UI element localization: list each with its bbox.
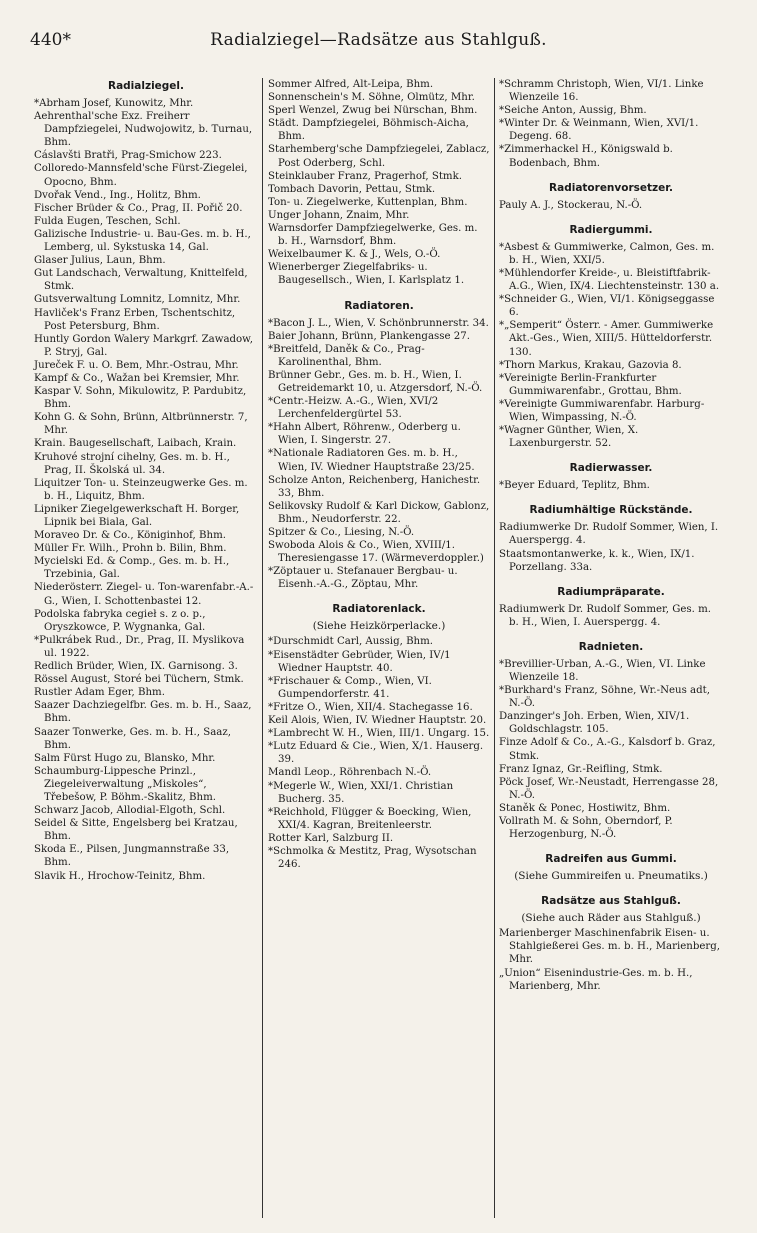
page-title: Radialziegel—Radsätze aus Stahlguß. xyxy=(210,30,547,50)
directory-entry: *Mühlendorfer Kreide-, u. Bleistiftfabrik-A.G., Wien, IX/4. Liechtensteinstr. 130 a. xyxy=(499,267,720,293)
directory-entry: Weixelbaumer K. & J., Wels, O.-Ö. xyxy=(268,249,441,261)
directory-entry: Gut Landschach, Verwaltung, Knittelfeld, Stmk. xyxy=(34,268,248,293)
directory-entry: Franz Ignaz, Gr.-Reifling, Stmk. xyxy=(499,763,663,775)
directory-entry: Dvořak Vend., Ing., Holitz, Bhm. xyxy=(34,189,201,201)
directory-entry: Städt. Dampfziegelei, Böhmisch-Aicha, Bhm. xyxy=(268,118,469,143)
directory-entry: Fulda Eugen, Teschen, Schl. xyxy=(34,215,181,227)
directory-entry: Wienerberger Ziegelfabriks- u. Baugesellsch., Wien, I. Karlsplatz 1. xyxy=(268,262,465,287)
directory-entry: *Bacon J. L., Wien, V. Schönbrunnerstr. 34. xyxy=(268,317,489,329)
page-header xyxy=(30,26,727,56)
directory-entry: Scholze Anton, Reichenberg, Hanichestr. 33, Bhm. xyxy=(268,474,481,499)
directory-entry: *Wagner Günther, Wien, X. Laxenburgerstr. 52. xyxy=(499,425,639,450)
directory-entry: *Frischauer & Comp., Wien, VI. Gumpendorferstr. 41. xyxy=(268,675,432,700)
directory-entry: *Lutz Eduard & Cie., Wien, X/1. Hauserg. 39. xyxy=(268,741,484,766)
section-heading: Radierwasser. xyxy=(569,462,653,475)
directory-entry: Huntly Gordon Walery Markgrf. Zawadow, P. Stryj, Gal. xyxy=(34,333,253,358)
directory-entry: Finze Adolf & Co., A.-G., Kalsdorf b. Graz, Stmk. xyxy=(499,737,716,762)
directory-entry: Müller Fr. Wilh., Prohn b. Bilin, Bhm. xyxy=(34,543,227,555)
directory-entry: „Union“ Eisenindustrie-Ges. m. b. H., Marienberg, Mhr. xyxy=(499,967,693,992)
directory-entry: *Schneider G., Wien, VI/1. Königseggasse 6. xyxy=(499,294,715,319)
directory-entry: Galizische Industrie- u. Bau-Ges. m. b. H., Lemberg, ul. Sykstuska 14, Gal. xyxy=(34,228,251,254)
cross-reference-note: (Siehe Heizkörperlacke.) xyxy=(312,620,446,633)
directory-entry: *Eisenstädter Gebrüder, Wien, IV/1 Wiedner Hauptstr. 40. xyxy=(268,649,451,674)
directory-entry: Jureček F. u. O. Bem, Mhr.-Ostrau, Mhr. xyxy=(34,359,239,371)
directory-entry: Redlich Brüder, Wien, IX. Garnisong. 3. xyxy=(34,661,238,673)
directory-entry: Danzinger's Joh. Erben, Wien, XIV/1. Goldschlagstr. 105. xyxy=(499,711,690,736)
section-heading: Radsätze aus Stahlguß. xyxy=(541,895,681,908)
directory-entry: *Zöptauer u. Stefanauer Bergbau- u. Eisenh.-A.-G., Zöptau, Mhr. xyxy=(268,566,458,591)
columns-container xyxy=(30,78,727,1218)
directory-entry: Skoda E., Pilsen, Jungmannstraße 33, Bhm. xyxy=(34,844,230,869)
directory-entry: Staněk & Ponec, Hostiwitz, Bhm. xyxy=(499,802,671,814)
section-heading: Radiatoren. xyxy=(344,299,414,312)
section-heading: Radiumpräparate. xyxy=(557,585,665,598)
directory-entry: *Lambrecht W. H., Wien, III/1. Ungarg. 15. xyxy=(268,728,490,740)
directory-entry: Ton- u. Ziegelwerke, Kuttenplan, Bhm. xyxy=(268,196,468,208)
directory-entry: Moraveo Dr. & Co., Königinhof, Bhm. xyxy=(34,530,226,542)
directory-entry: *Beyer Eduard, Teplitz, Bhm. xyxy=(499,480,650,492)
column-2 xyxy=(262,78,494,1218)
directory-entry: *Asbest & Gummiwerke, Calmon, Ges. m. b. H., Wien, XXI/5. xyxy=(499,241,715,266)
directory-entry: Sperl Wenzel, Zwug bei Nürschan, Bhm. xyxy=(268,105,478,117)
directory-entry: Kruhové strojní cihelny, Ges. m. b. H., Prag, II. Školská ul. 34. xyxy=(34,451,230,476)
directory-entry: Pauly A. J., Stockerau, N.-Ö. xyxy=(499,199,643,211)
directory-entry: Kampf & Co., Wažan bei Kremsier, Mhr. xyxy=(34,372,240,384)
directory-entry: *Schramm Christoph, Wien, VI/1. Linke Wienzeile 16. xyxy=(499,79,704,104)
directory-entry: Gutsverwaltung Lomnitz, Lomnitz, Mhr. xyxy=(34,294,241,306)
directory-entry: Vollrath M. & Sohn, Oberndorf, P. Herzogenburg, N.-Ö. xyxy=(499,816,673,841)
directory-entry: Niederösterr. Ziegel- u. Ton-warenfabr.-A.-G., Wien, I. Schottenbastei 12. xyxy=(34,582,254,607)
directory-entry: *Megerle W., Wien, XXI/1. Christian Bucherg. 35. xyxy=(268,780,454,805)
directory-entry: *Schmolka & Mestitz, Prag, Wysotschan 246. xyxy=(268,845,477,871)
directory-entry: *Durschmidt Carl, Aussig, Bhm. xyxy=(268,636,434,648)
directory-entry: Sommer Alfred, Alt-Leipa, Bhm. xyxy=(268,79,434,90)
directory-entry: Kohn G. & Sohn, Brünn, Altbrünnerstr. 7, Mhr. xyxy=(34,412,248,437)
directory-entry: *Breitfeld, Daněk & Co., Prag-Karolinenthal, Bhm. xyxy=(268,343,425,368)
directory-entry: *Hahn Albert, Röhrenw., Oderberg u. Wien, I. Singerstr. 27. xyxy=(268,422,461,447)
directory-entry: Unger Johann, Znaim, Mhr. xyxy=(268,209,410,221)
directory-entry: *Thorn Markus, Krakau, Gazovia 8. xyxy=(499,359,682,371)
directory-entry: *Fritze O., Wien, XII/4. Stachegasse 16. xyxy=(268,701,473,713)
directory-entry: Keil Alois, Wien, IV. Wiedner Hauptstr. 20. xyxy=(268,715,487,727)
directory-entry: Schaumburg-Lippesche Prinzl., Ziegeleiverwaltung „Miskoles“, Třebešow, P. Böhm.-Skalitz, Bhm. xyxy=(34,765,217,803)
directory-entry: *Seiche Anton, Aussig, Bhm. xyxy=(499,105,647,117)
cross-reference-note: (Siehe auch Räder aus Stahlguß.) xyxy=(521,912,701,925)
section-heading: Radiatorenvorsetzer. xyxy=(549,181,673,194)
directory-entry: Mycielski Ed. & Comp., Ges. m. b. H., Trzebinia, Gal. xyxy=(34,556,230,581)
directory-entry: *Pulkrábek Rud., Dr., Prag, II. Myslikova ul. 1922. xyxy=(34,634,245,659)
directory-entry: *Centr.-Heizw. A.-G., Wien, XVI/2 Lerchenfeldergürtel 53. xyxy=(268,396,439,421)
directory-entry: Mandl Leop., Röhrenbach N.-Ö. xyxy=(268,767,432,779)
directory-entry: Baier Johann, Brünn, Plankengasse 27. xyxy=(268,330,470,342)
directory-entry: Starhemberg'sche Dampfziegelei, Zablacz, Post Oderberg, Schl. xyxy=(268,144,490,169)
directory-entry: Lipniker Ziegelgewerkschaft H. Borger, Lipnik bei Biala, Gal. xyxy=(34,503,240,528)
directory-entry: Saazer Tonwerke, Ges. m. b. H., Saaz, Bhm. xyxy=(34,726,231,751)
directory-entry: Seidel & Sitte, Engelsberg bei Kratzau, Bhm. xyxy=(34,818,238,843)
section-heading: Radialziegel. xyxy=(107,80,185,92)
directory-entry: Sonnenschein's M. Söhne, Olmütz, Mhr. xyxy=(268,92,475,104)
directory-entry: Schwarz Jacob, Allodial-Elgoth, Schl. xyxy=(34,805,226,817)
directory-entry: Slavik H., Hrochow-Teinitz, Bhm. xyxy=(34,870,206,882)
cross-reference-note: (Siehe Gummireifen u. Pneumatiks.) xyxy=(514,870,708,883)
directory-entry: Liquitzer Ton- u. Steinzeugwerke Ges. m. b. H., Liquitz, Bhm. xyxy=(34,477,248,502)
section-heading: Radreifen aus Gummi. xyxy=(545,853,677,866)
directory-entry: Salm Fürst Hugo zu, Blansko, Mhr. xyxy=(34,752,216,764)
directory-entry: Colloredo-Mannsfeld'sche Fürst-Ziegelei, Opocno, Bhm. xyxy=(34,163,248,188)
directory-entry: Aehrenthal'sche Exz. Freiherr Dampfziegelei, Nudwojowitz, b. Turnau, Bhm. xyxy=(34,111,253,149)
section-heading: Radiumhältige Rückstände. xyxy=(529,504,693,517)
directory-entry: Steinklauber Franz, Pragerhof, Stmk. xyxy=(268,170,463,182)
directory-entry: Pöck Josef, Wr.-Neustadt, Herrengasse 28, N.-Ö. xyxy=(499,776,719,801)
directory-entry: Cáslavšti Bratři, Prag-Smichow 223. xyxy=(34,150,222,162)
directory-entry: Marienberger Maschinenfabrik Eisen- u. Stahlgießerei Ges. m. b. H., Marienberg, Mhr. xyxy=(499,928,721,966)
directory-entry: Saazer Dachziegelfbr. Ges. m. b. H., Saaz, Bhm. xyxy=(34,700,252,725)
directory-entry: Brünner Gebr., Ges. m. b. H., Wien, I. Getreidemarkt 10, u. Atzgersdorf, N.-Ö. xyxy=(268,369,483,394)
directory-entry: Glaser Julius, Laun, Bhm. xyxy=(34,255,166,267)
directory-entry: Radiumwerke Dr. Rudolf Sommer, Wien, I. Auerspergg. 4. xyxy=(499,522,719,547)
section-heading: Radiatorenlack. xyxy=(332,603,426,616)
directory-entry: *Burkhard's Franz, Söhne, Wr.-Neus adt, N.-Ö. xyxy=(499,685,710,710)
directory-entry: Fischer Brüder & Co., Prag, II. Pořič 20. xyxy=(34,202,243,214)
directory-entry: Swoboda Alois & Co., Wien, XVIII/1. Theresiengasse 17. (Wärmeverdoppler.) xyxy=(268,540,484,565)
directory-entry: Rustler Adam Eger, Bhm. xyxy=(34,687,165,699)
directory-entry: Tombach Davorin, Pettau, Stmk. xyxy=(268,183,436,195)
directory-entry: Radiumwerk Dr. Rudolf Sommer, Ges. m. b. H., Wien, I. Auerspergg. 4. xyxy=(499,603,712,628)
directory-entry: *Abrham Josef, Kunowitz, Mhr. xyxy=(34,98,194,109)
directory-entry: Havliček's Franz Erben, Tschentschitz, Post Petersburg, Bhm. xyxy=(34,307,236,332)
directory-entry: Staatsmontanwerke, k. k., Wien, IX/1. Porzellang. 33a. xyxy=(499,548,695,573)
section-heading: Radnieten. xyxy=(578,640,644,653)
directory-entry: *Vereinigte Berlin-Frankfurter Gummiwarenfabr., Grottau, Bhm. xyxy=(499,372,682,397)
directory-entry: Warnsdorfer Dampfziegelwerke, Ges. m. b. H., Warnsdorf, Bhm. xyxy=(268,223,478,248)
directory-entry: Selikovsky Rudolf & Karl Dickow, Gablonz, Bhm., Neudorferstr. 22. xyxy=(268,500,490,525)
directory-entry: Kaspar V. Sohn, Mikulowitz, P. Pardubitz, Bhm. xyxy=(34,386,247,411)
directory-entry: Spitzer & Co., Liesing, N.-Ö. xyxy=(268,527,415,538)
directory-entry: Krain. Baugesellschaft, Laibach, Krain. xyxy=(34,438,237,450)
page-number: 440* xyxy=(30,30,71,50)
column-1 xyxy=(30,78,262,1218)
directory-entry: *Zimmerhackel H., Königswald b. Bodenbach, Bhm. xyxy=(499,144,673,169)
directory-entry: *Brevillier-Urban, A.-G., Wien, VI. Linke Wienzeile 18. xyxy=(499,658,706,683)
directory-entry: *Vereinigte Gummiwarenfabr. Harburg-Wien, Wimpassing, N.-Ö. xyxy=(499,398,705,423)
directory-entry: *„Semperit“ Österr. - Amer. Gummiwerke Akt.-Ges., Wien, XIII/5. Hütteldorferstr. 130. xyxy=(499,320,714,358)
directory-entry: *Winter Dr. & Weinmann, Wien, XVI/1. Degeng. 68. xyxy=(499,118,699,143)
section-heading: Radiergummi. xyxy=(569,223,653,236)
directory-entry: Podolska fabryka cegieł s. z o. p., Oryszkowce, P. Wygnanka, Gal. xyxy=(34,608,206,633)
directory-entry: *Reichhold, Flügger & Boecking, Wien, XXI/4. Kagran, Breitenleerstr. xyxy=(268,806,472,831)
column-3 xyxy=(494,78,727,1218)
directory-entry: Rössel August, Storé bei Tüchern, Stmk. xyxy=(34,674,244,686)
directory-entry: Rotter Karl, Salzburg II. xyxy=(268,832,394,844)
directory-entry: *Nationale Radiatoren Ges. m. b. H., Wien, IV. Wiedner Hauptstraße 23/25. xyxy=(268,448,475,473)
